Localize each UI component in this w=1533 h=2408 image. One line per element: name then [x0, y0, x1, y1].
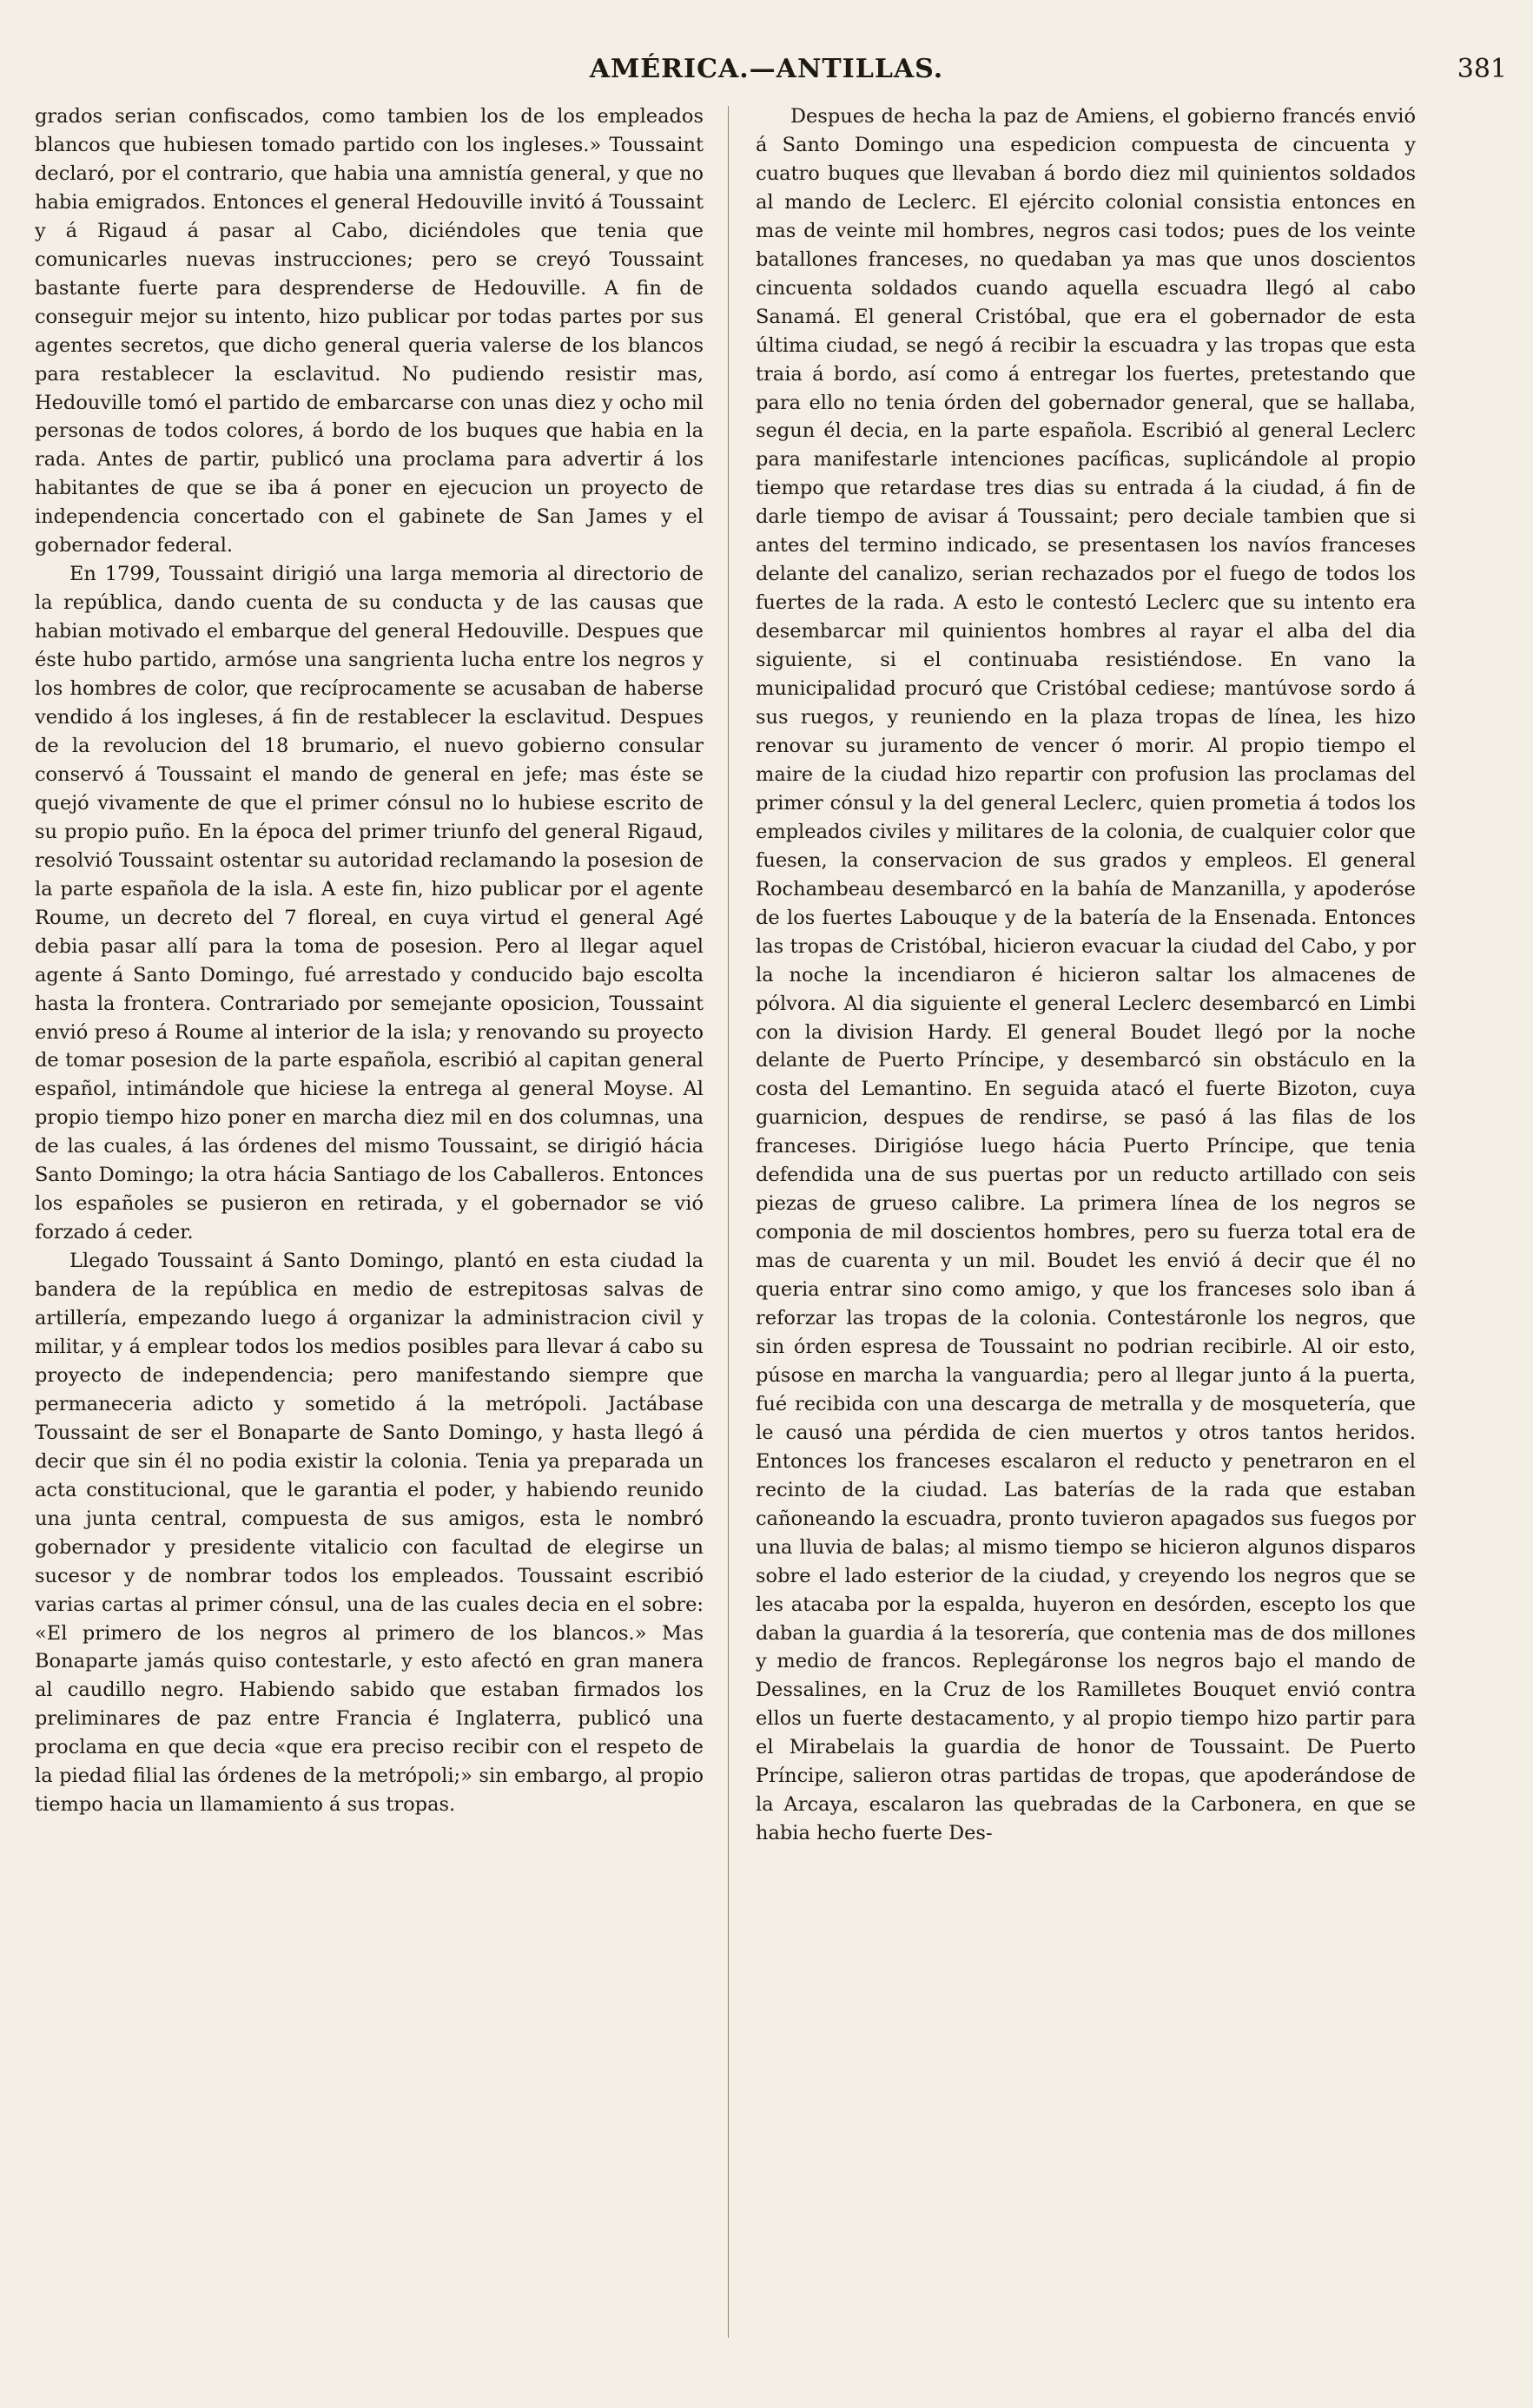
page-number: 381	[1457, 54, 1507, 84]
right-column	[756, 102, 1416, 2326]
paragraph: grados serian confiscados, como tambien los de los empleados blancos que hubiesen tomado partido con los ingleses.» Toussaint declaró, por el contrario, que habia una amnistía general, y que no habia emigrados. Entonces el general Hedouville invitó á Toussaint y á Rigaud á pasar al Cabo, diciéndoles que tenia que comunicarles nuevas instrucciones; pero se creyó Toussaint bastante fuerte para desprenderse de Hedouville. A fin de conseguir mejor su intento, hizo publicar por todas partes por sus agentes secretos, que dicho general queria valerse de los blancos para restablecer la esclavitud. No pudiendo resistir mas, Hedouville tomó el partido de embarcarse con unas diez y ocho mil personas de todos colores, á bordo de los buques que habia en la rada. Antes de partir, publicó una proclama para advertir á los habitantes de que se iba á poner en ejecucion un proyecto de independencia concertado con el gabinete de San James y el gobernador federal.	[35, 105, 704, 557]
paragraph: En 1799, Toussaint dirigió una larga memoria al directorio de la república, dando cuenta de su conducta y de las causas que habian motivado el embarque del general Hedouville. Despues que éste hubo partido, armóse una sangrienta lucha entre los negros y los hombres de color, que recíprocamente se acusaban de haberse vendido á los ingleses, á fin de restablecer la esclavitud. Despues de la revolucion del 18 brumario, el nuevo gobierno consular conservó á Toussaint el mando de general en jefe; mas éste se quejó vivamente de que el primer cónsul no lo hubiese escrito de su propio puño. En la época del primer triunfo del general Rigaud, resolvió Toussaint ostentar su autoridad reclamando la posesion de la parte española de la isla. A este fin, hizo publicar por el agente Roume, un decreto del 7 floreal, en cuya virtud el general Agé debia pasar allí para la toma de posesion. Pero al llegar aquel agente á Santo Domingo, fué arrestado y conducido bajo escolta hasta la frontera. Contrariado por semejante oposicion, Toussaint envió preso á Roume al interior de la isla; y renovando su proyecto de tomar posesion de la parte española, escribió al capitan general español, intimándole que hiciese la entrega al general Moyse. Al propio tiempo hizo poner en marcha diez mil en dos columnas, una de las cuales, á las órdenes del mismo Toussaint, se dirigió hácia Santo Domingo; la otra hácia Santiago de los Caballeros. Entonces los españoles se pusieron en retirada, y el gobernador se vió forzado á ceder.	[35, 563, 704, 1244]
running-head: AMÉRICA.—ANTILLAS.	[589, 54, 944, 84]
paragraph: Llegado Toussaint á Santo Domingo, plantó en esta ciudad la bandera de la república en medio de estrepitosas salvas de artillería, empezando luego á organizar la administracion civil y militar, y á emplear todos los medios posibles para llevar á cabo su proyecto de independencia; pero manifestando siempre que permaneceria adicto y sometido á la metrópoli. Jactábase Toussaint de ser el Bonaparte de Santo Domingo, y hasta llegó á decir que sin él no podia existir la colonia. Tenia ya preparada un acta constitucional, que le garantia el poder, y habiendo reunido una junta central, compuesta de sus amigos, esta le nombró gobernador y presidente vitalicio con facultad de elegirse un sucesor y de nombrar todos los empleados. Toussaint escribió varias cartas al primer cónsul, una de las cuales decia en el sobre: «El primero de los negros al primero de los blancos.» Mas Bonaparte jamás quiso contestarle, y esto afectó en gran manera al caudillo negro. Habiendo sabido que estaban firmados los preliminares de paz entre Francia é Inglaterra, publicó una proclama en que decia «que era preciso recibir con el respeto de la piedad filial las órdenes de la metrópoli;» sin embargo, al propio tiempo hacia un llamamiento á sus tropas.	[35, 1250, 704, 1817]
column-divider	[728, 106, 729, 2338]
left-column	[35, 102, 704, 2326]
paragraph: Despues de hecha la paz de Amiens, el gobierno francés envió á Santo Domingo una espedicion compuesta de cincuenta y cuatro buques que llevaban á bordo diez mil quinientos soldados al mando de Leclerc. El ejército colonial consistia entonces en mas de veinte mil hombres, negros casi todos; pues de los veinte batallones franceses, no quedaban ya mas que unos doscientos cincuenta soldados cuando aquella escuadra llegó al cabo Sanamá. El general Cristóbal, que era el gobernador de esta última ciudad, se negó á recibir la escuadra y las tropas que esta traia á bordo, así como á entregar los fuertes, pretestando que para ello no tenia órden del gobernador general, que se hallaba, segun él decia, en la parte española. Escribió al general Leclerc para manifestarle intenciones pacíficas, suplicándole al propio tiempo que retardase tres dias su entrada á la ciudad, á fin de darle tiempo de avisar á Toussaint; pero deciale tambien que si antes del termino indicado, se presentasen los navíos franceses delante del canalizo, serian rechazados por el fuego de todos los fuertes de la rada. A esto le contestó Leclerc que su intento era desembarcar mil quinientos hombres al rayar el alba del dia siguiente, si el continuaba resistiéndose. En vano la municipalidad procuró que Cristóbal cediese; mantúvose sordo á sus ruegos, y reuniendo en la plaza tropas de línea, les hizo renovar su juramento de vencer ó morir. Al propio tiempo el maire de la ciudad hizo repartir con profusion las proclamas del primer cónsul y la del general Leclerc, quien prometia á todos los empleados civiles y militares de la colonia, de cualquier color que fuesen, la conservacion de sus grados y empleos. El general Rochambeau desembarcó en la bahía de Manzanilla, y apoderóse de los fuertes Labouque y de la batería de la Ensenada. Entonces las tropas de Cristóbal, hicieron evacuar la ciudad del Cabo, y por la noche la incendiaron é hicieron saltar los almacenes de pólvora. Al dia siguiente el general Leclerc desembarcó en Limbi con la division Hardy. El general Boudet llegó por la noche delante de Puerto Príncipe, y desembarcó sin obstáculo en la costa del Lemantino. En seguida atacó el fuerte Bizoton, cuya guarnicion, despues de rendirse, se pasó á las filas de los franceses. Dirigióse luego hácia Puerto Príncipe, que tenia defendida una de sus puertas por un reducto artillado con seis piezas de grueso calibre. La primera línea de los negros se componia de mil doscientos hombres, pero su fuerza total era de mas de cuarenta y un mil. Boudet les envió á decir que él no queria entrar sino como amigo, y que los franceses solo iban á reforzar las tropas de la colonia. Contestáronle los negros, que sin órden espresa de Toussaint no podrian recibirle. Al oir esto, púsose en marcha la vanguardia; pero al llegar junto á la puerta, fué recibida con una descarga de metralla y de mosquetería, que le causó una pérdida de cien muertos y otros tantos heridos. Entonces los franceses escalaron el reducto y penetraron en el recinto de la ciudad. Las baterías de la rada que estaban cañoneando la escuadra, pronto tuvieron apagados sus fuegos por una lluvia de balas; al mismo tiempo se hicieron algunos disparos sobre el lado esterior de la ciudad, y creyendo los negros que se les atacaba por la espalda, huyeron en desórden, escepto los que daban la guardia á la tesorería, que contenia mas de dos millones y medio de francos. Replegáronse los negros bajo el mando de Dessalines, en la Cruz de los Ramilletes Bouquet envió contra ellos un fuerte destacamento, y al propio tiempo hizo partir para el Mirabelais la guardia de honor de Toussaint. De Puerto Príncipe, salieron otras partidas de tropas, que apoderándose de la Arcaya, escalaron las quebradas de la Carbonera, en que se habia hecho fuerte Des-	[756, 105, 1416, 1845]
page-header	[0, 54, 1533, 99]
